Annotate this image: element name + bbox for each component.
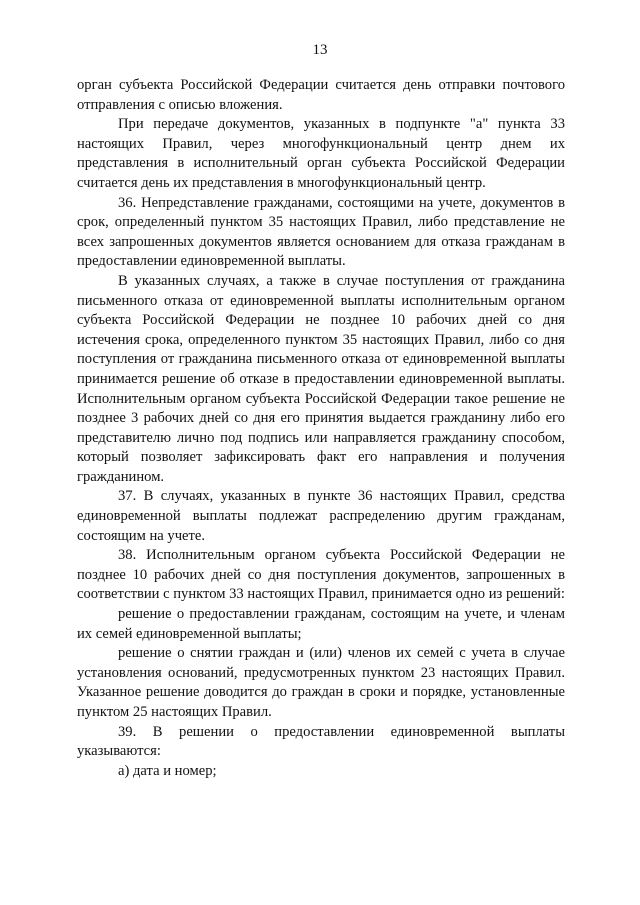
paragraph: решение о снятии граждан и (или) членов их семей с учета в случае установления оснований, предусмотренных пунктом 23 настоящих Правил. Указанное решение доводится до граждан в сроки и порядке, установленные пунктом 25 настоящих Правил.: [77, 645, 565, 720]
paragraph: В указанных случаях, а также в случае поступления от гражданина письменного отказа от единовременной выплаты исполнительным органом субъекта Российской Федерации не позднее 10 рабочих дней со дня истечения срока, определенного пунктом 35 настоящих Правил, либо со дня поступления от гражданина письменного отказа от единовременной выплаты принимается решение об отказе в предоставлении единовременной выплаты. Исполнительным органом субъекта Российской Федерации такое решение не позднее 3 рабочих дней со дня его принятия выдается гражданину либо его представителю лично под подпись или направляется гражданину способом, который позволяет зафиксировать факт его направления и получения гражданином.: [77, 272, 565, 485]
paragraph: а) дата и номер;: [118, 762, 217, 779]
document-body: [77, 76, 565, 781]
paragraph: 37. В случаях, указанных в пункте 36 настоящих Правил, средства единовременной выплаты подлежат распределению другим гражданам, состоящим на учете.: [77, 488, 565, 544]
paragraph: 39. В решении о предоставлении единовременной выплаты указываются:: [77, 723, 565, 760]
paragraph: решение о предоставлении гражданам, состоящим на учете, и членам их семей единовременной выплаты;: [77, 606, 565, 642]
paragraph: 36. Непредставление гражданами, состоящими на учете, документов в срок, определенный пунктом 35 настоящих Правил, либо представление не всех запрошенных документов является основанием для отказа гражданам в предоставлении единовременной выплаты.: [77, 194, 565, 270]
paragraph: 38. Исполнительным органом субъекта Российской Федерации не позднее 10 рабочих дней со дня поступления документов, запрошенных в соответствии с пунктом 33 настоящих Правил, принимается одно из решений:: [77, 547, 565, 603]
page-number: 13: [312, 42, 328, 58]
paragraph: При передаче документов, указанных в подпункте "а" пункта 33 настоящих Правил, через многофункциональный центр днем их представления в исполнительный орган субъекта Российской Федерации считается день их представления в многофункциональный центр.: [77, 116, 565, 191]
paragraph: орган субъекта Российской Федерации считается день отправки почтового отправления с описью вложения.: [77, 77, 565, 113]
